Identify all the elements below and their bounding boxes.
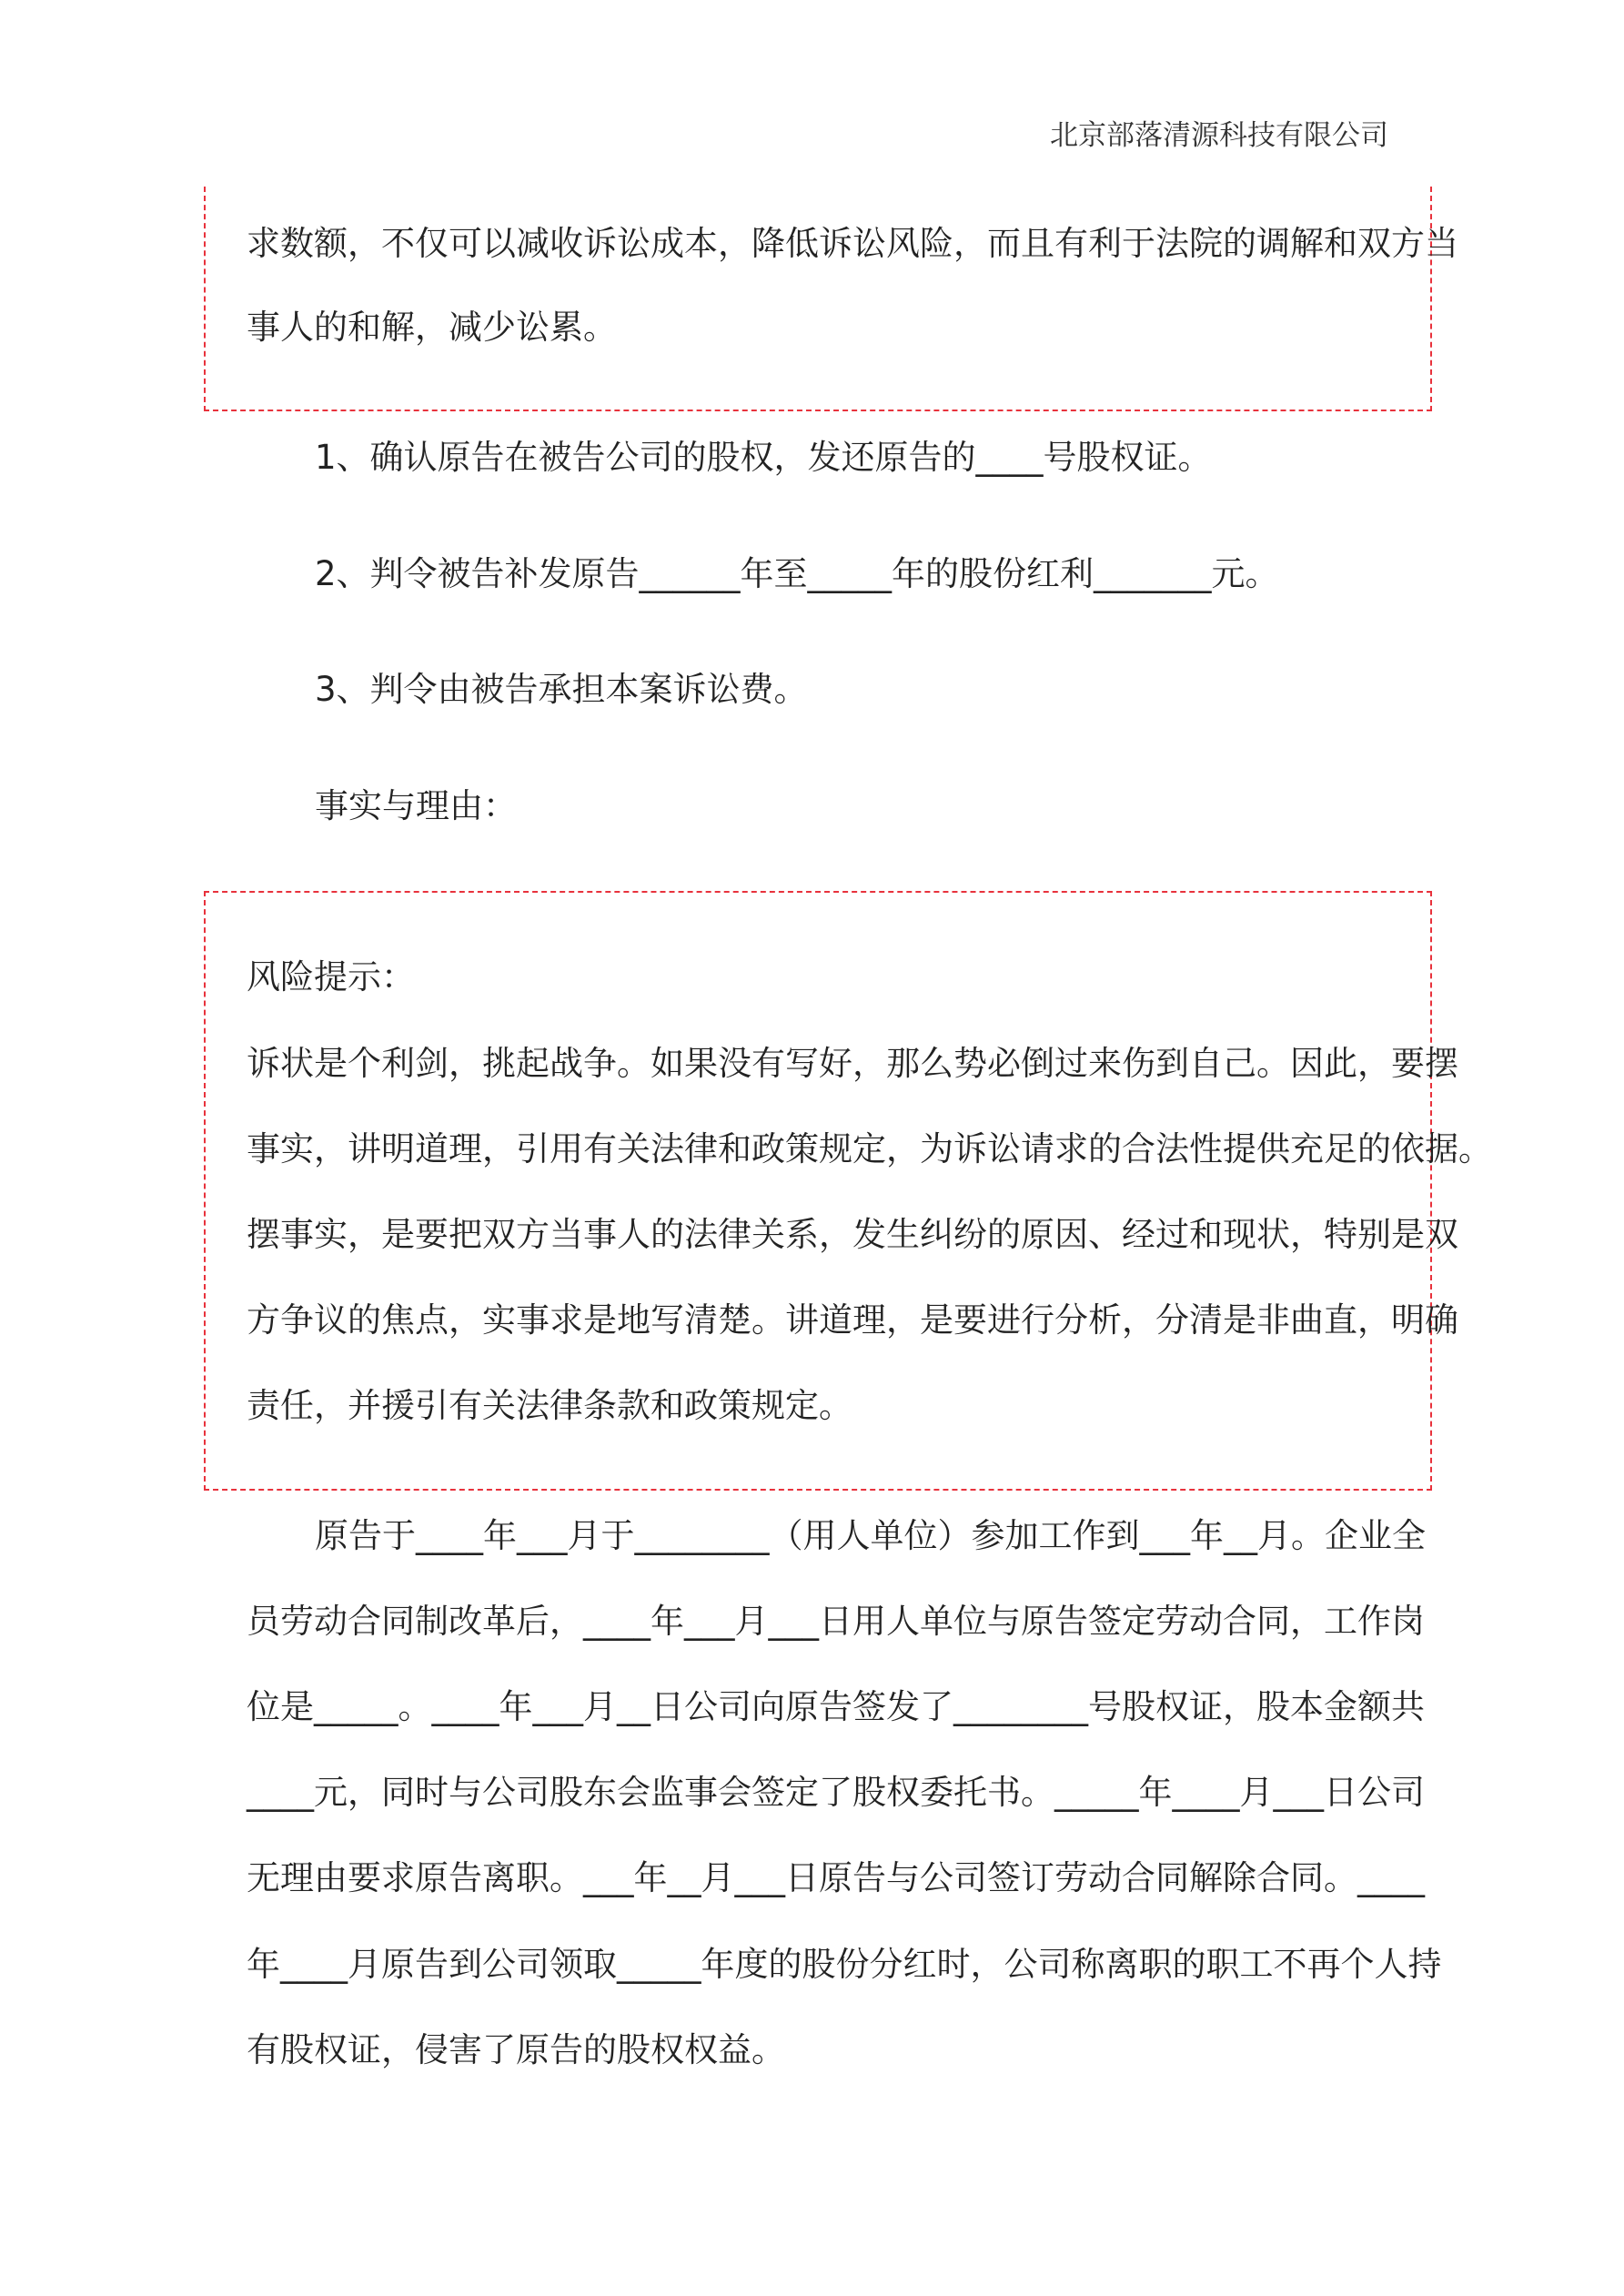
- body-line: 年____月原告到公司领取_____年度的股份分红时，公司称离职的职工不再个人持: [247, 1945, 1442, 1984]
- tip-line: 事人的和解，减少讼累。: [247, 308, 617, 347]
- tip-line: 方争议的焦点，实事求是地写清楚。讲道理，是要进行分析，分清是非曲直，明确: [247, 1300, 1458, 1340]
- risk-tip-title: 风险提示：: [247, 957, 415, 996]
- company-header: 北京部落清源科技有限公司: [1050, 119, 1388, 152]
- tip-line: 责任，并援引有关法律条款和政策规定。: [247, 1386, 852, 1425]
- claim-item: 3、判令由被告承担本案诉讼费。: [315, 670, 808, 709]
- tip-line: 求数额，不仅可以减收诉讼成本，降低诉讼风险，而且有利于法院的调解和双方当: [247, 224, 1458, 263]
- body-line: 无理由要求原告离职。___年__月___日原告与公司签订劳动合同解除合同。____: [247, 1858, 1425, 1897]
- tip-line: 诉状是个利剑，挑起战争。如果没有写好，那么势必倒过来伤到自己。因此，要摆: [247, 1044, 1458, 1083]
- body-line: 原告于____年___月于________（用人单位）参加工作到___年__月。企业全: [315, 1516, 1426, 1555]
- body-line: 员劳动合同制改革后，____年___月___日用人单位与原告签定劳动合同，工作岗: [247, 1602, 1425, 1641]
- claim-item: 1、确认原告在被告公司的股权，发还原告的____号股权证。: [315, 438, 1212, 477]
- tip-line: 摆事实，是要把双方当事人的法律关系，发生纠纷的原因、经过和现状，特别是双: [247, 1215, 1458, 1254]
- body-line: ____元，同时与公司股东会监事会签定了股权委托书。_____年____月___日公司: [247, 1773, 1425, 1812]
- tip-line: 事实，讲明道理，引用有关法律和政策规定，为诉讼请求的合法性提供充足的依据。: [247, 1129, 1492, 1168]
- facts-heading: 事实与理由：: [315, 786, 517, 825]
- body-line: 位是_____。____年___月__日公司向原告签发了________号股权证，股本金额共: [247, 1687, 1425, 1726]
- body-line: 有股权证，侵害了原告的股权权益。: [247, 2030, 785, 2069]
- claim-item: 2、判令被告补发原告______年至_____年的股份红利_______元。: [315, 554, 1279, 593]
